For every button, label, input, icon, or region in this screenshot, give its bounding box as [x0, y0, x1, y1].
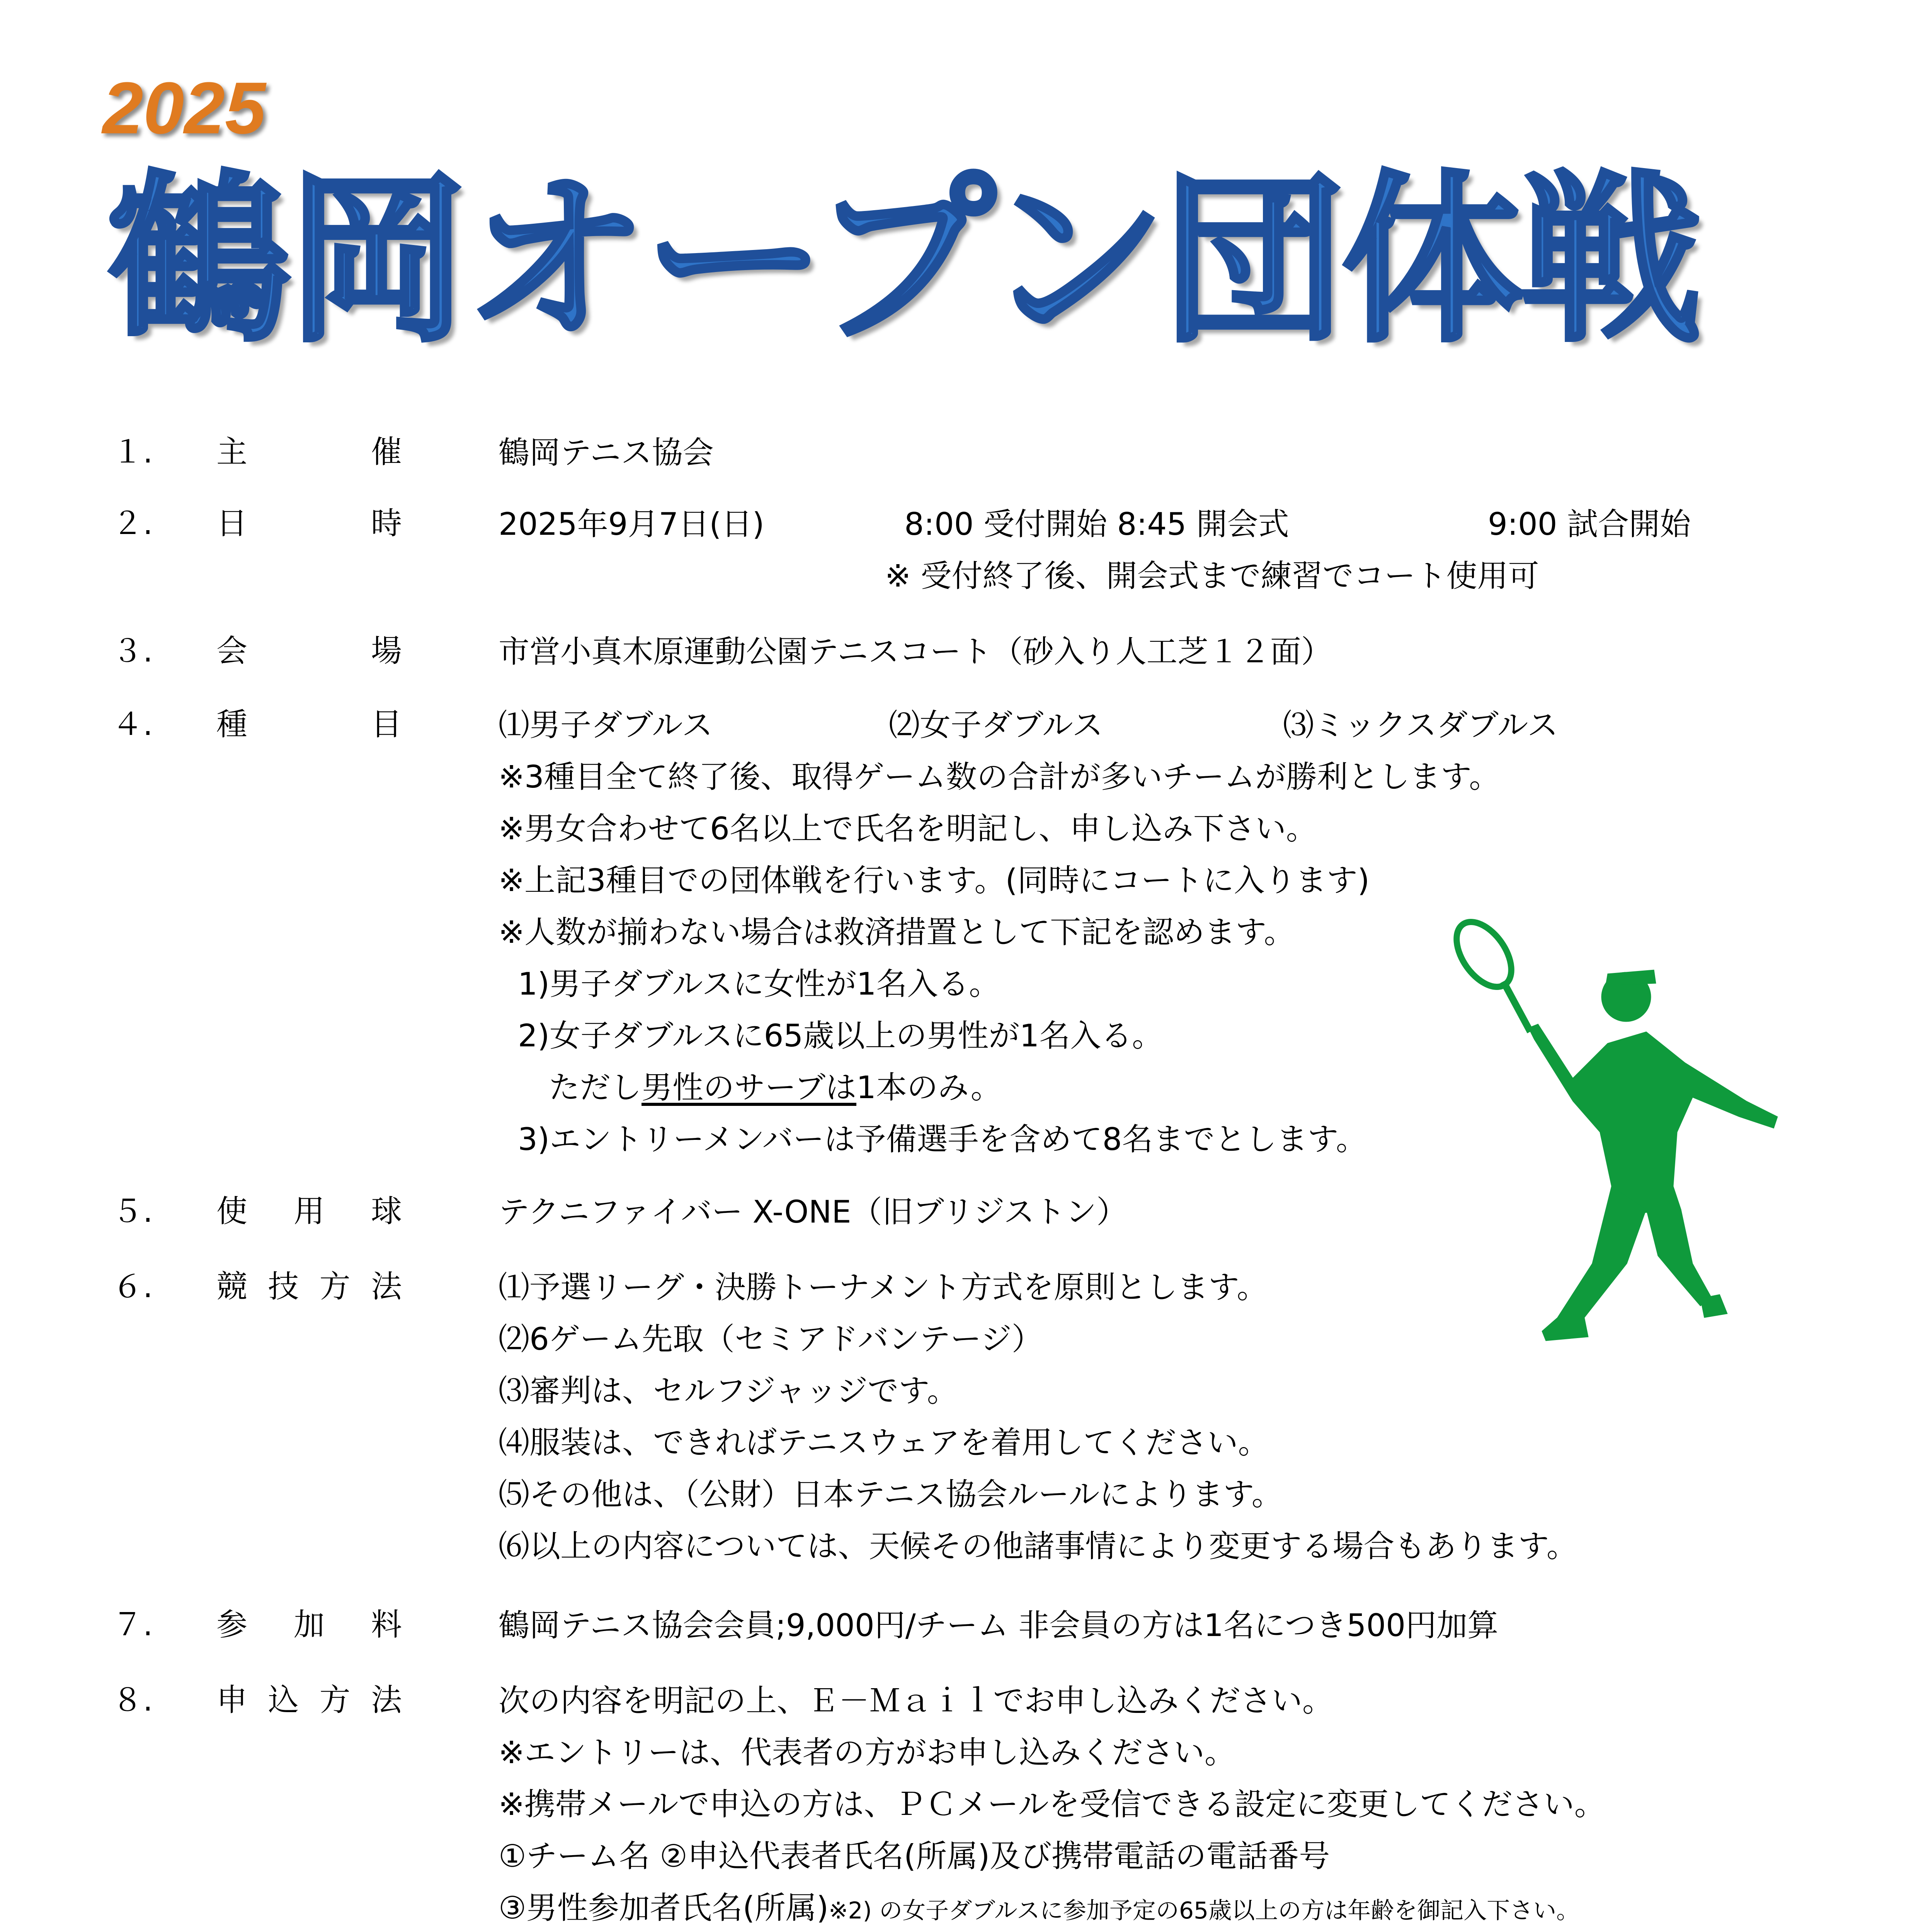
relief-rule: 1)男子ダブルスに女性が1名入る。: [518, 966, 1000, 1002]
section-label: 会 場: [216, 633, 402, 669]
application-text: ※エントリーは、代表者の方がお申し込みください。: [499, 1735, 1236, 1770]
section-number: １.: [112, 434, 153, 470]
section-number: ４.: [112, 706, 153, 742]
venue-value: 市営小真木原運動公園テニスコート（砂入り人工芝１２面）: [499, 634, 1332, 670]
section-number: ２.: [112, 505, 153, 541]
format-item: ⑸その他は、（公財）日本テニス協会ルールによります。: [499, 1476, 1283, 1512]
application-text: 次の内容を明記の上、Ｅ－Ｍａｉｌでお申し込みください。: [499, 1683, 1333, 1719]
section-label: 申 込 方 法: [216, 1682, 402, 1718]
application-text: ①チーム名 ②申込代表者氏名(所属)及び携帯電話の電話番号: [499, 1838, 1330, 1874]
rule-note: ※男女合わせて6名以上で氏名を明記し、申し込み下さい。: [499, 811, 1317, 847]
format-item: ⑴予選リーグ・決勝トーナメント方式を原則とします。: [499, 1269, 1268, 1305]
ball-value: テクニファイバー X-ONE（旧ブリジストン）: [499, 1194, 1128, 1230]
format-item: ⑹以上の内容については、天候その他諸事情により変更する場合もあります。: [499, 1528, 1577, 1564]
application-text: ※携帯メールで申込の方は、ＰＣメールを受信できる設定に変更してください。: [499, 1786, 1605, 1822]
event-title: 鶴岡オープン団体戦: [108, 155, 1699, 366]
section-number: ３.: [112, 633, 153, 669]
section-label: 使 用 球: [216, 1193, 402, 1229]
fee-value: 鶴岡テニス協会会員;9,000円/チーム 非会員の方は1名につき500円加算: [499, 1607, 1499, 1643]
relief-rule: 2)女子ダブルスに65歳以上の男性が1名入る。: [518, 1018, 1163, 1054]
match-start-time: 9:00 試合開始: [1488, 506, 1691, 542]
section-number: ８.: [112, 1682, 153, 1718]
section-label: 日 時: [216, 505, 402, 541]
format-item: ⑶審判は、セルフジャッジです。: [499, 1373, 958, 1409]
format-item: ⑷服装は、できればテニスウェアを着用してください。: [499, 1425, 1269, 1461]
event-mixed-doubles: ⑶ミックスダブルス: [1283, 707, 1558, 743]
section-number: ５.: [112, 1193, 153, 1229]
section-label: 参 加 料: [216, 1607, 402, 1643]
organizer-value: 鶴岡テニス協会: [499, 435, 714, 471]
section-label: 競 技 方 法: [216, 1269, 402, 1304]
format-item: ⑵6ゲーム先取（セミアドバンテージ）: [499, 1321, 1043, 1357]
section-label: 種 目: [216, 706, 402, 742]
serve-note: ただし男性のサーブは1本のみ。: [549, 1070, 1002, 1105]
rule-note: ※3種目全て終了後、取得ゲーム数の合計が多いチームが勝利とします。: [499, 759, 1500, 795]
reception-time: 8:00 受付開始 8:45 開会式: [904, 506, 1289, 542]
practice-note: ※ 受付終了後、開会式まで練習でコート使用可: [885, 558, 1539, 594]
section-number: ６.: [112, 1269, 153, 1304]
male-participants: ③男性参加者氏名(所属)※2) の女子ダブルスに参加予定の65歳以上の方は年齢を御記入下さい。: [499, 1890, 1580, 1926]
rule-note: ※人数が揃わない場合は救済措置として下記を認めます。: [499, 914, 1295, 950]
event-womens-doubles: ⑵女子ダブルス: [889, 707, 1103, 743]
event-mens-doubles: ⑴男子ダブルス: [499, 707, 713, 743]
event-year: 2025: [102, 67, 266, 149]
event-date: 2025年9月7日(日): [499, 506, 764, 542]
rule-note: ※上記3種目での団体戦を行います。(同時にコートに入ります): [499, 862, 1370, 898]
section-number: ７.: [112, 1607, 153, 1643]
section-label: 主 催: [216, 434, 402, 470]
relief-rule: 3)エントリーメンバーは予備選手を含めて8名までとします。: [518, 1121, 1367, 1157]
